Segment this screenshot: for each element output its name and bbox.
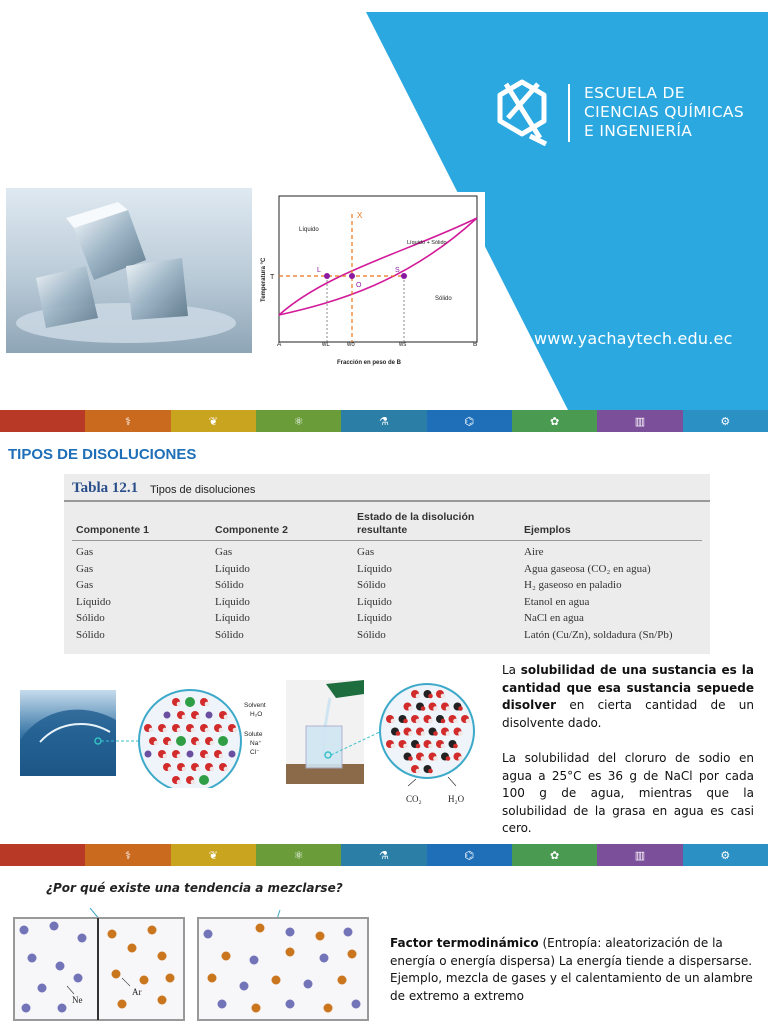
atom <box>446 731 451 736</box>
neon-atom <box>74 974 83 983</box>
table-cell: Sólido <box>357 579 386 591</box>
atom <box>219 754 224 759</box>
thermodynamic-factor-text: (Entropía: aleatorización de la energía o energía dispersa) La energía tiende a dispersarse. Ejemplo, mezcla de gases y el calentamiento de un alambre de extremo a extremo <box>390 936 753 1003</box>
neon-atom <box>344 928 353 937</box>
strip-segment <box>85 844 170 866</box>
table-cell: Líquido <box>357 595 392 608</box>
atom <box>177 780 182 785</box>
atom <box>168 741 173 746</box>
col-header-2: Componente 2 <box>215 524 288 536</box>
label-solute: Solute <box>244 731 263 738</box>
strip-segment <box>597 844 682 866</box>
atom <box>163 728 168 733</box>
solubility-bold: solubilidad de una sustancia es la cantidad que esa sustancia sepuede disolver <box>502 663 754 712</box>
dna-icon: ⚕ <box>125 415 131 428</box>
thermodynamic-factor <box>390 935 756 1005</box>
atom <box>196 715 201 720</box>
table-cell: Líquido <box>357 612 392 624</box>
atom <box>441 744 446 749</box>
argon-atom <box>128 944 137 953</box>
argon-atom <box>108 930 117 939</box>
atom <box>177 702 182 707</box>
atom <box>191 728 196 733</box>
argon-atom <box>256 924 265 933</box>
neon-atom <box>20 926 29 935</box>
label-ne: Ne <box>72 995 83 1005</box>
neon-atom <box>352 1000 361 1009</box>
table-caption: Tipos de disoluciones <box>150 484 256 496</box>
school-name-line-1: ESCUELA DE <box>584 84 685 102</box>
table-cell: Gas <box>76 546 94 558</box>
atom <box>163 754 168 759</box>
argon-atom <box>222 952 231 961</box>
atom <box>219 728 224 733</box>
atom <box>458 731 463 736</box>
leaf-icon: ❦ <box>208 415 218 428</box>
logo-divider <box>568 84 570 142</box>
table-cell: Gas <box>215 546 233 558</box>
tick-ws: ws <box>399 342 407 348</box>
flask-icon: ⚗ <box>379 415 389 428</box>
atom <box>154 741 159 746</box>
point-o-label: O <box>356 282 362 289</box>
label-h2o-solvent: H₂O <box>250 711 263 718</box>
tick-wo: wo <box>347 342 355 348</box>
strip-segment <box>427 844 512 866</box>
strip-segment <box>427 410 512 432</box>
atom <box>416 769 421 774</box>
atom <box>210 741 215 746</box>
atom <box>433 756 438 761</box>
atom <box>446 706 451 711</box>
solution-diagram-nacl <box>20 680 284 788</box>
table-cell: H₂ gaseoso en paladio <box>524 579 622 591</box>
argon-atom <box>158 952 167 961</box>
table-cell: Sólido <box>76 612 105 624</box>
sodium-ion <box>187 751 194 758</box>
sodium-ion <box>229 751 236 758</box>
neon-atom <box>286 1000 295 1009</box>
atom <box>458 706 463 711</box>
point-s-label: S <box>395 267 400 274</box>
region-liquid: Líquido <box>299 227 319 233</box>
section-title: TIPOS DE DISOLUCIONES <box>8 446 197 463</box>
strip-segment <box>85 410 170 432</box>
atom <box>233 728 238 733</box>
color-strip-bottom <box>0 844 768 866</box>
atom <box>416 744 421 749</box>
atom <box>168 767 173 772</box>
neon-atom <box>56 962 65 971</box>
phase-diagram <box>257 192 485 370</box>
atom <box>428 744 433 749</box>
neon-atom <box>28 954 37 963</box>
neon-atom <box>78 934 87 943</box>
sodium-ion <box>164 712 171 719</box>
atom <box>391 719 396 724</box>
label-co2: CO₂ <box>406 794 422 804</box>
table-cell: Sólido <box>215 628 244 641</box>
school-name-line-2: CIENCIAS QUÍMICAS <box>584 103 744 121</box>
molecule-icon: ⌬ <box>464 849 475 862</box>
atom <box>446 756 451 761</box>
neon-atom <box>250 956 259 965</box>
strip-segment <box>256 844 341 866</box>
col-header-4: Ejemplos <box>524 524 571 536</box>
strip-segment <box>512 844 597 866</box>
atom <box>453 719 458 724</box>
strip-segment <box>171 410 256 432</box>
point-l-label: L <box>317 267 321 274</box>
solutions-table <box>64 474 710 654</box>
website-link[interactable]: www.yachaytech.edu.ec <box>534 329 733 348</box>
point-x-label: X <box>357 211 363 220</box>
atom <box>396 731 401 736</box>
atom <box>428 769 433 774</box>
neon-atom <box>50 922 59 931</box>
argon-atom <box>272 976 281 985</box>
neon-atom <box>38 984 47 993</box>
gas-mixing-diagram <box>12 908 372 1024</box>
sodium-ion <box>145 751 152 758</box>
argon-atom <box>348 950 357 959</box>
table-cell: Aire <box>524 546 544 558</box>
table-cell: Líquido <box>76 595 111 608</box>
tick-b: B <box>473 341 478 348</box>
atom <box>177 754 182 759</box>
atom <box>433 706 438 711</box>
argon-atom <box>166 974 175 983</box>
neon-atom <box>204 930 213 939</box>
strip-segment <box>0 844 85 866</box>
solution-diagram-co2 <box>286 680 482 808</box>
neon-atom <box>240 982 249 991</box>
solubility-rest: en cierta cantidad de un disolvente dado. <box>502 698 754 730</box>
neon-atom <box>320 954 329 963</box>
atom <box>177 728 182 733</box>
argon-atom <box>316 932 325 941</box>
table-cell: Sólido <box>76 628 105 641</box>
strip-segment <box>256 410 341 432</box>
chloride-ion <box>199 775 209 785</box>
tick-a: A <box>277 341 282 348</box>
atom <box>421 756 426 761</box>
argon-atom <box>112 970 121 979</box>
tick-wl: wL <box>322 342 330 348</box>
atom <box>182 767 187 772</box>
atom <box>441 719 446 724</box>
atom <box>458 756 463 761</box>
atom <box>433 731 438 736</box>
table-cell: Líquido <box>215 562 250 575</box>
atom-icon: ⚛ <box>293 849 304 862</box>
neon-atom <box>58 1004 67 1013</box>
argon-atom <box>324 1004 333 1013</box>
atom <box>408 706 413 711</box>
mixing-question: ¿Por qué existe una tendencia a mezclarse? <box>46 881 343 895</box>
atom <box>210 767 215 772</box>
wheat-icon: ✿ <box>550 849 560 862</box>
ice-cubes-image <box>6 188 252 353</box>
col-header-3: Estado de la disolución resultante <box>357 511 475 536</box>
table-cell: NaCl en agua <box>524 612 584 624</box>
atom <box>205 702 210 707</box>
chloride-ion <box>218 736 228 746</box>
table-cell: Latón (Cu/Zn), soldadura (Sn/Pb) <box>524 628 673 641</box>
atom <box>408 756 413 761</box>
atom <box>224 767 229 772</box>
argon-atom <box>252 1004 261 1013</box>
atom <box>205 728 210 733</box>
strip-segment <box>512 410 597 432</box>
atom <box>403 744 408 749</box>
atom <box>441 694 446 699</box>
argon-atom <box>158 996 167 1005</box>
atom <box>182 715 187 720</box>
thermodynamic-factor-bold: Factor termodinámico <box>390 936 539 950</box>
strip-segment <box>341 410 426 432</box>
atom <box>416 719 421 724</box>
school-name <box>584 84 744 141</box>
table-divider <box>72 540 702 541</box>
atom <box>421 706 426 711</box>
atom <box>421 731 426 736</box>
table-cell: Sólido <box>215 579 244 591</box>
chloride-ion <box>176 736 186 746</box>
table-tag: Tabla 12.1 <box>72 480 139 496</box>
argon-atom <box>286 948 295 957</box>
atom <box>453 744 458 749</box>
solubility-definition <box>502 662 754 732</box>
atom <box>224 715 229 720</box>
label-solvent: Solvent <box>244 702 266 709</box>
table-cell: Gas <box>76 579 94 591</box>
neon-atom <box>22 1004 31 1013</box>
table-cell: Sólido <box>357 628 386 641</box>
molecule-icon: ⌬ <box>464 415 475 428</box>
sodium-ion <box>206 712 213 719</box>
atom <box>205 754 210 759</box>
label-ar: Ar <box>132 987 142 997</box>
atom <box>403 719 408 724</box>
atom-icon: ⚛ <box>293 415 304 428</box>
chloride-ion <box>185 697 195 707</box>
dna-icon: ⚕ <box>125 849 131 862</box>
strip-segment <box>0 410 85 432</box>
table-cell: Etanol en agua <box>524 595 590 608</box>
region-liquid-solid: Líquido + Sólido <box>407 240 447 246</box>
neon-atom <box>286 928 295 937</box>
argon-atom <box>148 926 157 935</box>
argon-atom <box>140 976 149 985</box>
table-cell: Gas <box>357 546 375 558</box>
atom <box>391 744 396 749</box>
color-strip-top <box>0 410 768 432</box>
strip-segment <box>341 844 426 866</box>
atom <box>149 728 154 733</box>
neon-atom <box>218 1000 227 1009</box>
phase-xlabel: Fracción en peso de B <box>337 360 402 366</box>
factory-icon: ▥ <box>634 849 646 862</box>
point-t-label: T <box>270 274 275 281</box>
table-cell: Líquido <box>215 595 250 608</box>
strip-segment <box>683 410 768 432</box>
argon-atom <box>338 976 347 985</box>
strip-segment <box>683 844 768 866</box>
phase-ylabel: Temperatura °C <box>261 257 267 302</box>
atom <box>191 780 196 785</box>
solubility-example: La solubilidad del cloruro de sodio en agua a 25°C es 36 g de NaCl por cada 100 g de agua, mientras que la solubilidad de la grasa en agua es casi cero. <box>502 751 754 835</box>
label-h2o: H₂O <box>448 794 465 804</box>
atom <box>196 741 201 746</box>
table-cell: Líquido <box>357 562 392 575</box>
label-cl: Cl⁻ <box>250 749 260 756</box>
atom <box>428 694 433 699</box>
label-na: Na⁺ <box>250 740 262 747</box>
argon-atom <box>208 974 217 983</box>
flask-icon: ⚗ <box>379 849 389 862</box>
table-cell: Líquido <box>215 612 250 624</box>
argon-atom <box>118 1000 127 1009</box>
gear-icon: ⚙ <box>720 849 731 862</box>
col-header-1: Componente 1 <box>76 524 149 536</box>
atom <box>196 767 201 772</box>
atom <box>408 731 413 736</box>
school-name-line-3: E INGENIERÍA <box>584 122 693 140</box>
atom <box>428 719 433 724</box>
neon-atom <box>304 980 313 989</box>
atom <box>416 694 421 699</box>
solubility-lead: La <box>502 663 521 677</box>
table-cell: Gas <box>76 562 94 575</box>
strip-segment <box>597 410 682 432</box>
leaf-icon: ❦ <box>208 849 218 862</box>
region-solid: Sólido <box>435 296 452 302</box>
factory-icon: ▥ <box>634 415 646 428</box>
strip-segment <box>171 844 256 866</box>
wheat-icon: ✿ <box>550 415 560 428</box>
school-logo-icon <box>494 78 550 146</box>
gear-icon: ⚙ <box>720 415 731 428</box>
table-cell: Agua gaseosa (CO₂ en agua) <box>524 562 651 575</box>
atom <box>466 719 471 724</box>
